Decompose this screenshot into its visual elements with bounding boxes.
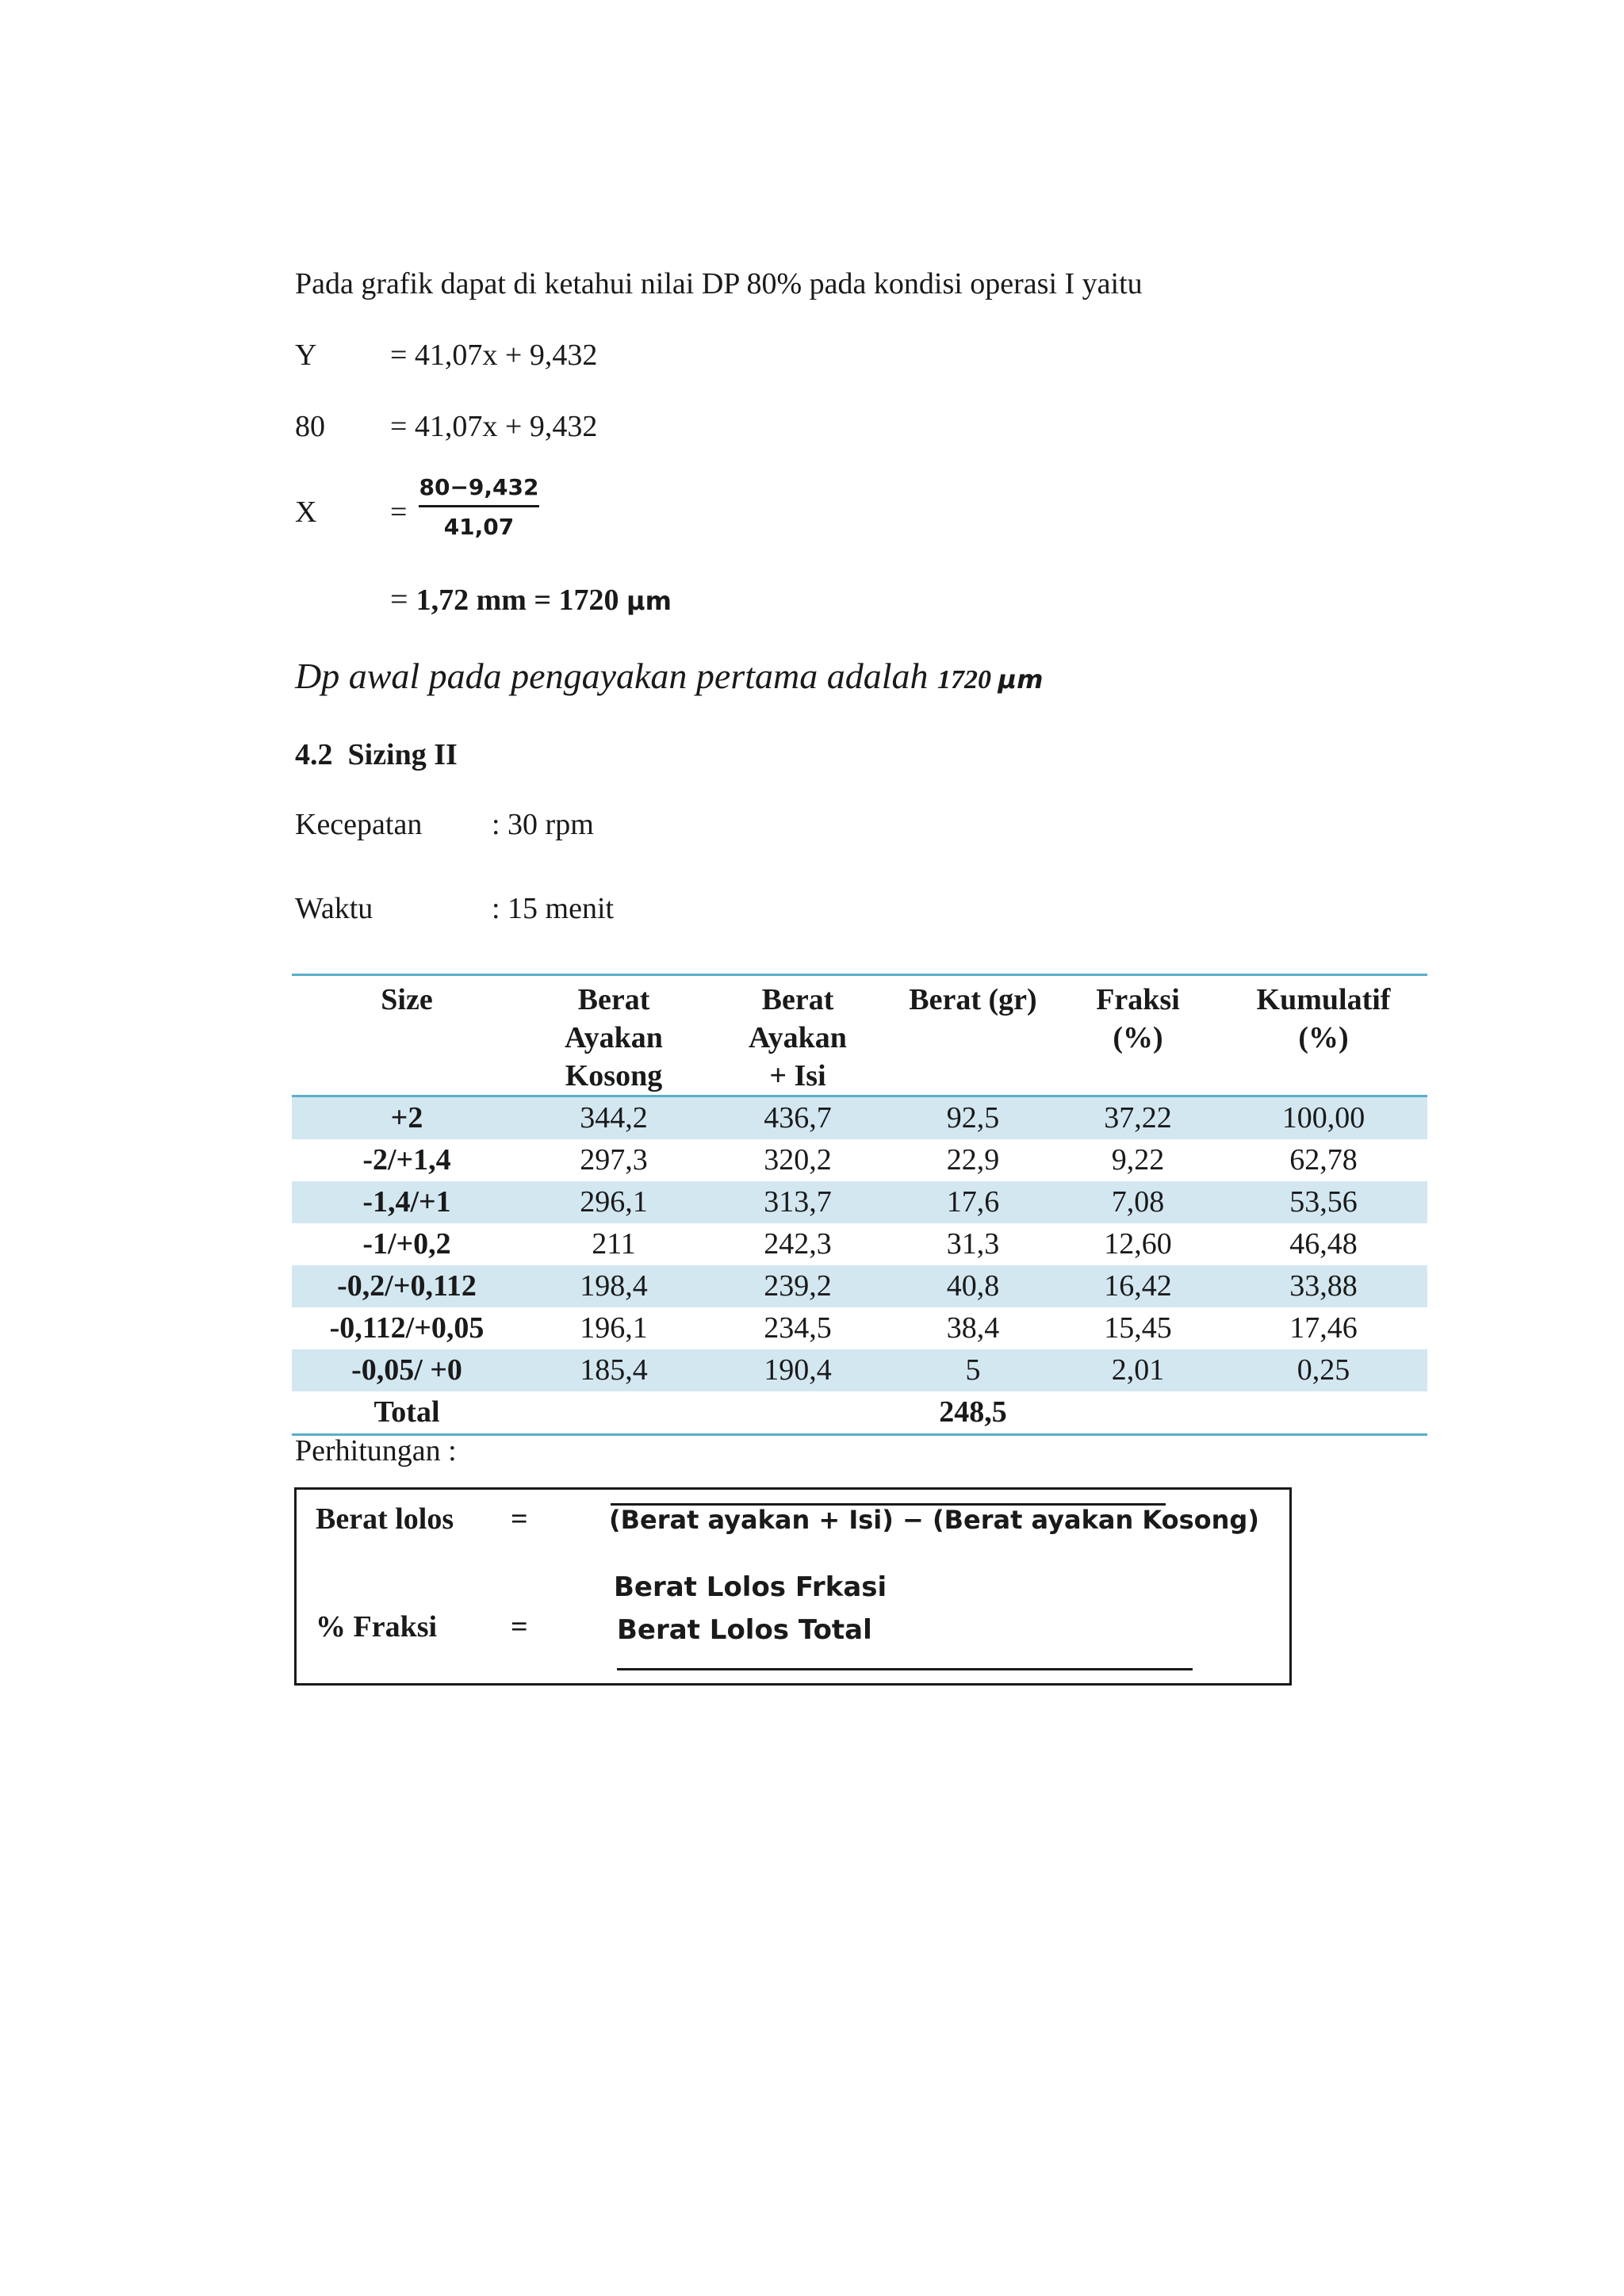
cell: 436,7 (706, 1096, 890, 1140)
cell: 100,00 (1220, 1096, 1427, 1140)
perhitungan-label: Perhitungan : (295, 1434, 457, 1468)
eq3-denominator: 41,07 (443, 514, 515, 540)
box-rule-bottom (617, 1668, 1193, 1670)
header-berat-ayakan-isi: Berat Ayakan + Isi (706, 975, 890, 1096)
cell: 5 (890, 1349, 1056, 1391)
cell: 40,8 (890, 1265, 1056, 1307)
cell: 344,2 (522, 1096, 706, 1140)
param-time-label: Waktu (295, 892, 373, 925)
cell: 0,25 (1220, 1349, 1427, 1391)
table-row (292, 1181, 1427, 1223)
cell: 296,1 (522, 1181, 706, 1223)
conclusion-text: Dp awal pada pengayakan pertama adalah (295, 656, 938, 696)
cell: 239,2 (706, 1265, 890, 1307)
eq1-label: Y (295, 339, 317, 372)
cell: 196,1 (580, 1311, 648, 1345)
cell: 38,4 (946, 1311, 1000, 1345)
cell: 17,6 (890, 1181, 1056, 1223)
conclusion-unit: μm (998, 664, 1044, 695)
cell-size: -1/+0,2 (362, 1227, 451, 1261)
cell: 12,60 (1104, 1227, 1172, 1261)
table-row (292, 1349, 1427, 1391)
cell: 9,22 (1111, 1143, 1165, 1177)
sizing-table (292, 974, 1427, 1436)
cell: 37,22 (1056, 1096, 1220, 1140)
total-label: Total (292, 1391, 522, 1435)
table-row (292, 1139, 1427, 1181)
section-heading (295, 737, 458, 772)
box-fraksi-eq: = (511, 1610, 528, 1644)
section-number: 4.2 (295, 738, 333, 771)
eq1-expr: = 41,07x + 9,432 (390, 339, 598, 372)
cell: 242,3 (764, 1227, 832, 1261)
header-berat: Berat (gr) (890, 975, 1056, 1096)
cell-empty (1220, 1391, 1427, 1435)
cell-size: -0,112/+0,05 (329, 1311, 485, 1345)
cell-size: +2 (292, 1096, 522, 1140)
eq3-equals: = (390, 496, 408, 529)
eq2-expr: = 41,07x + 9,432 (390, 410, 598, 443)
cell: 185,4 (522, 1349, 706, 1391)
cell-size: -1,4/+1 (292, 1181, 522, 1223)
cell: 22,9 (946, 1143, 1000, 1177)
table-row (292, 1265, 1427, 1307)
eq3-fraction (419, 474, 539, 540)
intro-text: Pada grafik dapat di ketahui nilai DP 80% pada kondisi operasi I yaitu (295, 267, 1143, 300)
header-kumulatif: Kumulatif (%) (1220, 975, 1427, 1096)
cell: 211 (592, 1227, 636, 1261)
table-row (292, 1096, 1427, 1140)
eq4-result: 1,72 mm = 1720 (416, 584, 627, 617)
table-total-row (292, 1391, 1427, 1435)
table-row (292, 1223, 1427, 1265)
eq4-line (390, 580, 672, 618)
cell: 92,5 (890, 1096, 1056, 1140)
box-berat-lolos-eq: = (511, 1502, 528, 1536)
cell-empty (1056, 1391, 1220, 1435)
cell: 46,48 (1289, 1227, 1358, 1261)
conclusion-value: 1720 (937, 665, 998, 695)
cell: 17,46 (1289, 1311, 1358, 1345)
box-fraksi-denominator: Berat Lolos Total (617, 1614, 872, 1646)
header-fraksi: Fraksi (%) (1056, 975, 1220, 1096)
eq3-label: X (295, 496, 317, 529)
conclusion (295, 655, 1043, 697)
cell: 16,42 (1056, 1265, 1220, 1307)
cell: 234,5 (764, 1311, 832, 1345)
eq3-numerator: 80−9,432 (419, 474, 539, 507)
param-time-value: : 15 menit (492, 892, 615, 925)
cell-size: -2/+1,4 (362, 1143, 451, 1177)
total-value: 248,5 (890, 1391, 1056, 1435)
param-speed-value: : 30 rpm (492, 808, 594, 841)
param-speed-label: Kecepatan (295, 808, 423, 841)
cell: 198,4 (522, 1265, 706, 1307)
eq4-unit: μm (626, 586, 672, 616)
cell: 33,88 (1220, 1265, 1427, 1307)
cell: 15,45 (1104, 1311, 1172, 1345)
eq2-label: 80 (295, 410, 325, 443)
cell: 313,7 (706, 1181, 890, 1223)
cell-size: -0,05/ +0 (292, 1349, 522, 1391)
box-berat-lolos-label: Berat lolos (316, 1502, 454, 1536)
cell: 297,3 (580, 1143, 648, 1177)
eq4-equals: = (390, 581, 416, 617)
cell: 62,78 (1289, 1143, 1358, 1177)
table-row (292, 1307, 1427, 1349)
table-header-row (292, 975, 1427, 1096)
cell: 31,3 (946, 1227, 1000, 1261)
section-title: Sizing II (347, 738, 458, 771)
cell: 2,01 (1056, 1349, 1220, 1391)
cell-size: -0,2/+0,112 (292, 1265, 522, 1307)
header-berat-ayakan-kosong: Berat Ayakan Kosong (522, 975, 706, 1096)
cell-empty (522, 1391, 706, 1435)
cell: 190,4 (706, 1349, 890, 1391)
cell-empty (706, 1391, 890, 1435)
cell: 320,2 (764, 1143, 832, 1177)
box-berat-lolos-formula: (Berat ayakan + Isi) − (Berat ayakan Kosong) (609, 1505, 1259, 1535)
cell: 7,08 (1056, 1181, 1220, 1223)
box-fraksi-numerator: Berat Lolos Frkasi (614, 1571, 887, 1603)
header-size: Size (292, 975, 522, 1096)
cell: 53,56 (1220, 1181, 1427, 1223)
box-fraksi-label: % Fraksi (316, 1610, 438, 1644)
